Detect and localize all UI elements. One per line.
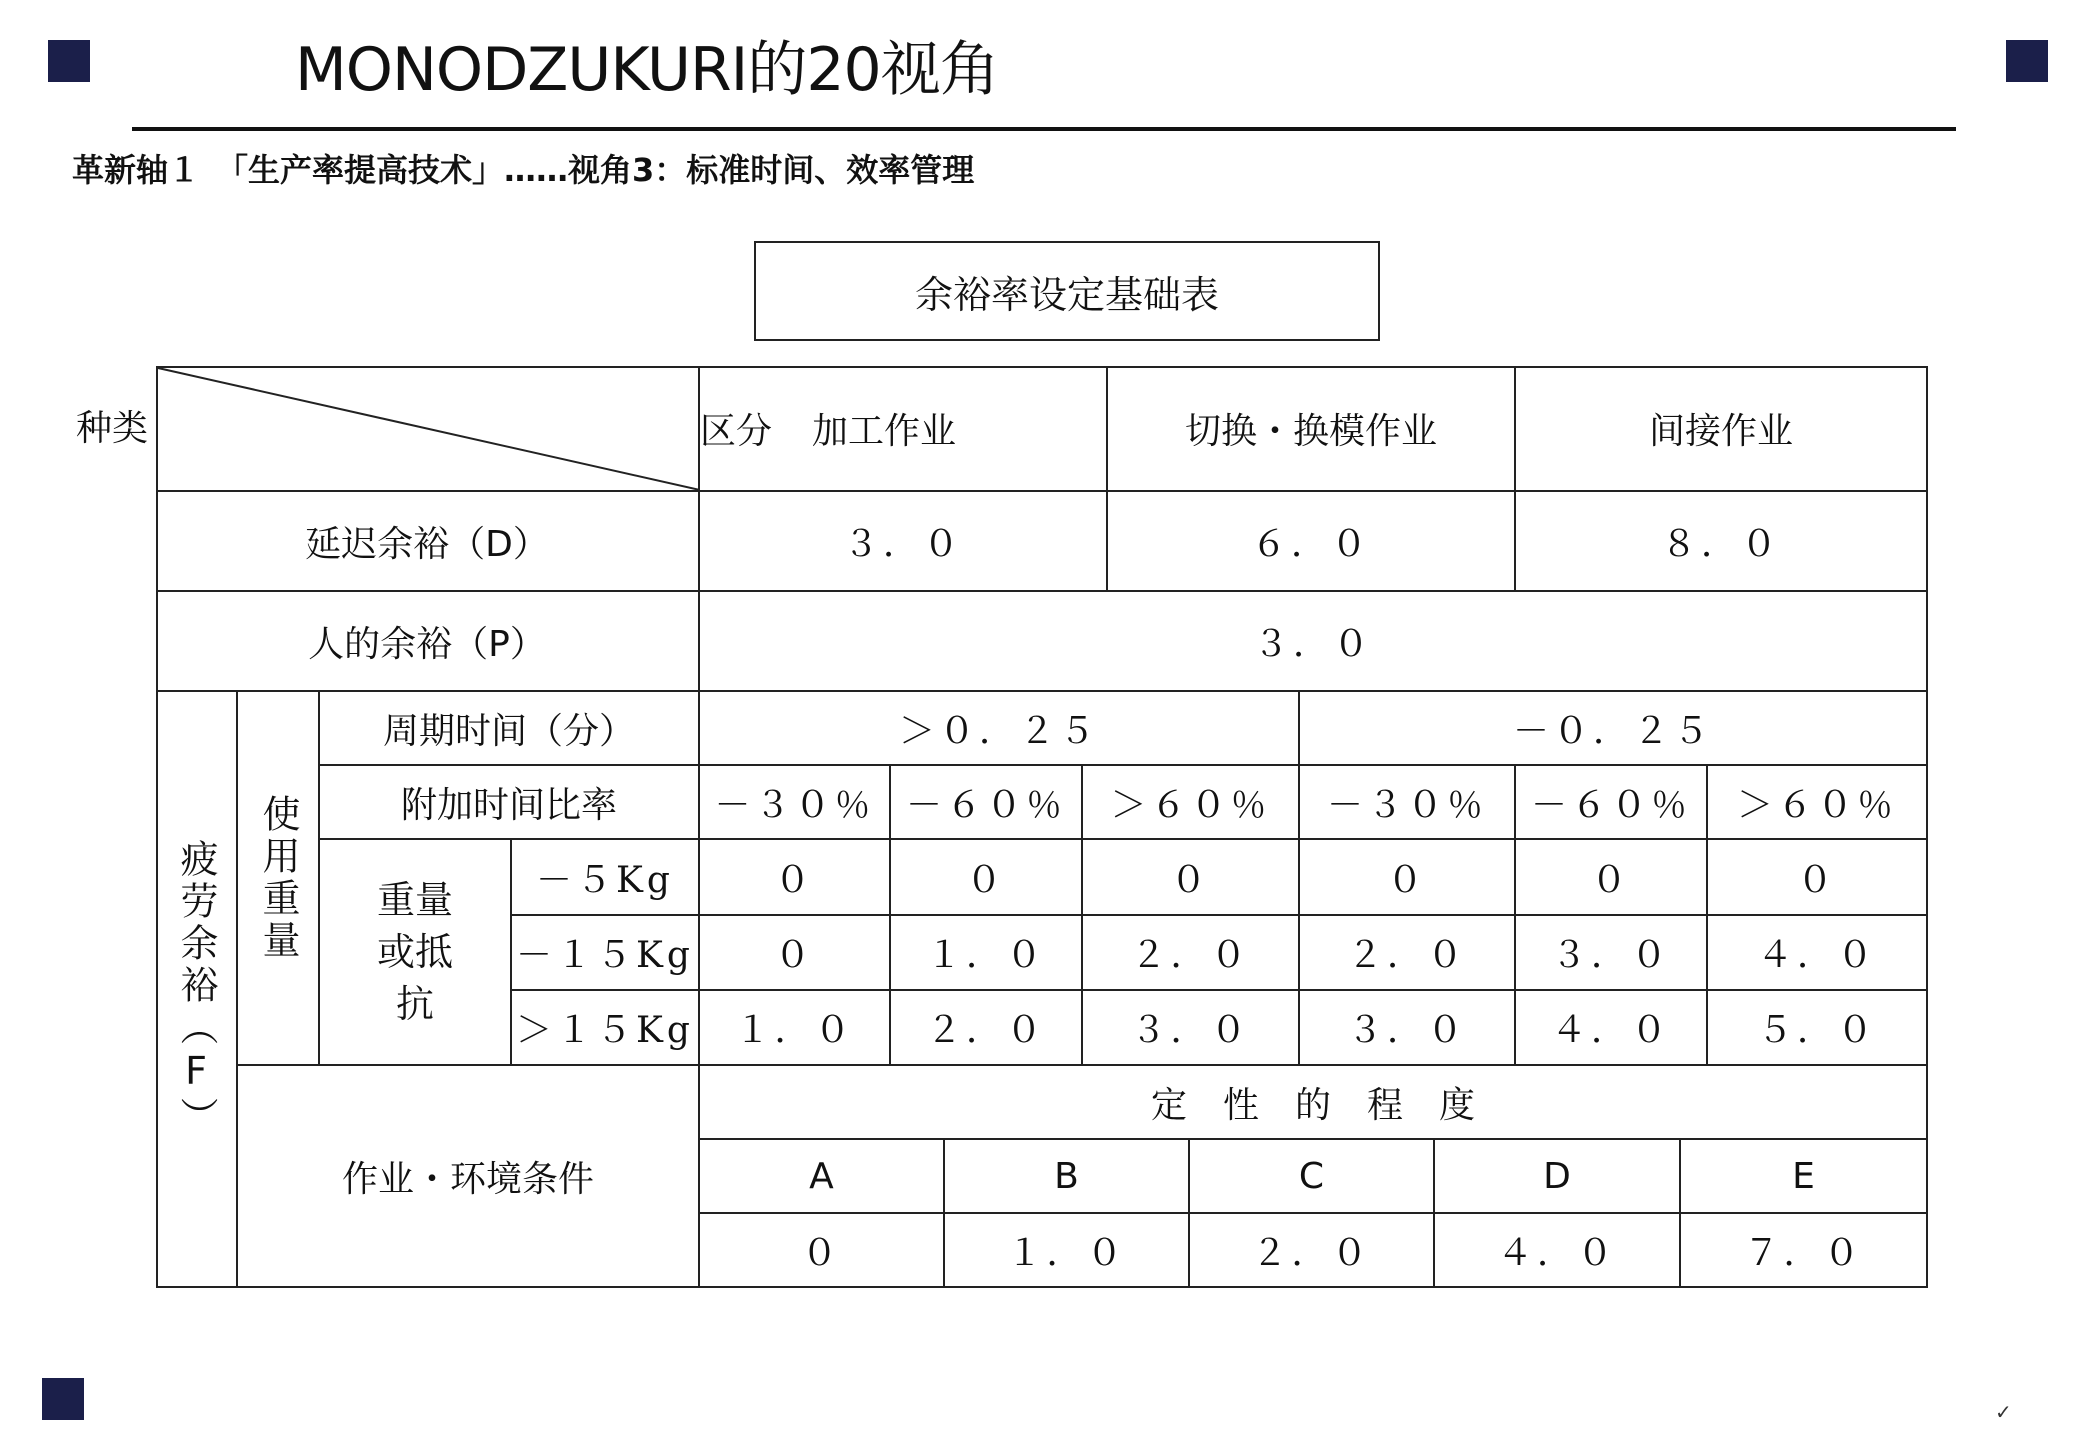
grade-value: １．０ bbox=[945, 1214, 1190, 1288]
load-cell: ２．０ bbox=[891, 991, 1083, 1066]
fatigue-allowance-label: 疲劳余裕（F） bbox=[156, 692, 238, 1288]
load-cell: ０ bbox=[700, 840, 891, 916]
load-row-label: －１５Kg bbox=[512, 916, 700, 991]
load-cell: １．０ bbox=[700, 991, 891, 1066]
grade-header: C bbox=[1190, 1140, 1435, 1214]
cycle-time-label: 周期时间（分） bbox=[320, 692, 700, 766]
col-header-indirect: 间接作业 bbox=[1516, 366, 1928, 492]
load-cell: １．０ bbox=[891, 916, 1083, 991]
corner-diagonal bbox=[156, 366, 700, 492]
corner-top-label: 区分 bbox=[700, 410, 773, 452]
title-underline bbox=[132, 127, 1956, 131]
grade-value: ０ bbox=[700, 1214, 945, 1288]
load-cell: ０ bbox=[1083, 840, 1300, 916]
load-cell: ３．０ bbox=[1083, 991, 1300, 1066]
load-cell: ４．０ bbox=[1708, 916, 1928, 991]
delay-allowance-label: 延迟余裕（D） bbox=[156, 492, 700, 592]
ratio-header: －６０％ bbox=[1516, 766, 1708, 840]
weight-or-resistance-label bbox=[320, 840, 512, 1066]
cycle-value-gt: ＞０．２５ bbox=[700, 692, 1300, 766]
load-row-label: ＞１５Kg bbox=[512, 991, 700, 1066]
grade-value: ２．０ bbox=[1190, 1214, 1435, 1288]
load-cell: ０ bbox=[1300, 840, 1516, 916]
load-cell: ３．０ bbox=[1300, 991, 1516, 1066]
load-cell: ０ bbox=[1708, 840, 1928, 916]
grade-header: E bbox=[1681, 1140, 1928, 1214]
weight-or-resistance-text: 重量或抵抗 bbox=[376, 878, 453, 1026]
grade-value: ４．０ bbox=[1435, 1214, 1681, 1288]
load-cell: ２．０ bbox=[1300, 916, 1516, 991]
load-cell: ２．０ bbox=[1083, 916, 1300, 991]
personal-allowance-label: 人的余裕（P） bbox=[156, 592, 700, 692]
personal-allowance-value: ３．０ bbox=[700, 592, 1928, 692]
cycle-value-le: －０．２５ bbox=[1300, 692, 1928, 766]
corner-square-top-left bbox=[48, 40, 90, 82]
corner-left-label: 种类 bbox=[76, 408, 149, 449]
qualitative-degree-label: 定 性 的 程 度 bbox=[700, 1066, 1928, 1140]
ratio-header: ＞６０％ bbox=[1708, 766, 1928, 840]
grade-header: D bbox=[1435, 1140, 1681, 1214]
load-cell: ５．０ bbox=[1708, 991, 1928, 1066]
load-cell: ０ bbox=[700, 916, 891, 991]
section-subtitle: 革新轴１ 「生产率提高技术」……视角3：标准时间、效率管理 bbox=[72, 151, 975, 189]
corner-square-bottom-left bbox=[42, 1378, 84, 1420]
table-caption: 余裕率设定基础表 bbox=[754, 241, 1380, 341]
header-col-processing bbox=[700, 366, 1108, 492]
grade-header: B bbox=[945, 1140, 1190, 1214]
col-header-changeover: 切换・换模作业 bbox=[1108, 366, 1516, 492]
load-cell: ３．０ bbox=[1516, 916, 1708, 991]
ratio-header: －３０％ bbox=[1300, 766, 1516, 840]
delay-value-changeover: ６．０ bbox=[1108, 492, 1516, 592]
grade-value: ７．０ bbox=[1681, 1214, 1928, 1288]
corner-square-top-right bbox=[2006, 40, 2048, 82]
load-cell: ４．０ bbox=[1516, 991, 1708, 1066]
ratio-header: －６０％ bbox=[891, 766, 1083, 840]
load-row-label: －５Kg bbox=[512, 840, 700, 916]
grade-header: A bbox=[700, 1140, 945, 1214]
delay-value-indirect: ８．０ bbox=[1516, 492, 1928, 592]
ratio-header: ＞６０％ bbox=[1083, 766, 1300, 840]
added-time-ratio-label: 附加时间比率 bbox=[320, 766, 700, 840]
stray-mark: ✓ bbox=[1995, 1400, 2012, 1424]
work-environment-label: 作业・环境条件 bbox=[238, 1066, 700, 1288]
weight-used-label: 使用重量 bbox=[238, 692, 320, 1066]
ratio-header: －３０％ bbox=[700, 766, 891, 840]
col-header-processing: 加工作业 bbox=[812, 410, 957, 452]
page-title: MONODZUKURI的20视角 bbox=[295, 35, 999, 105]
delay-value-processing: ３．０ bbox=[700, 492, 1108, 592]
load-cell: ０ bbox=[1516, 840, 1708, 916]
load-cell: ０ bbox=[891, 840, 1083, 916]
